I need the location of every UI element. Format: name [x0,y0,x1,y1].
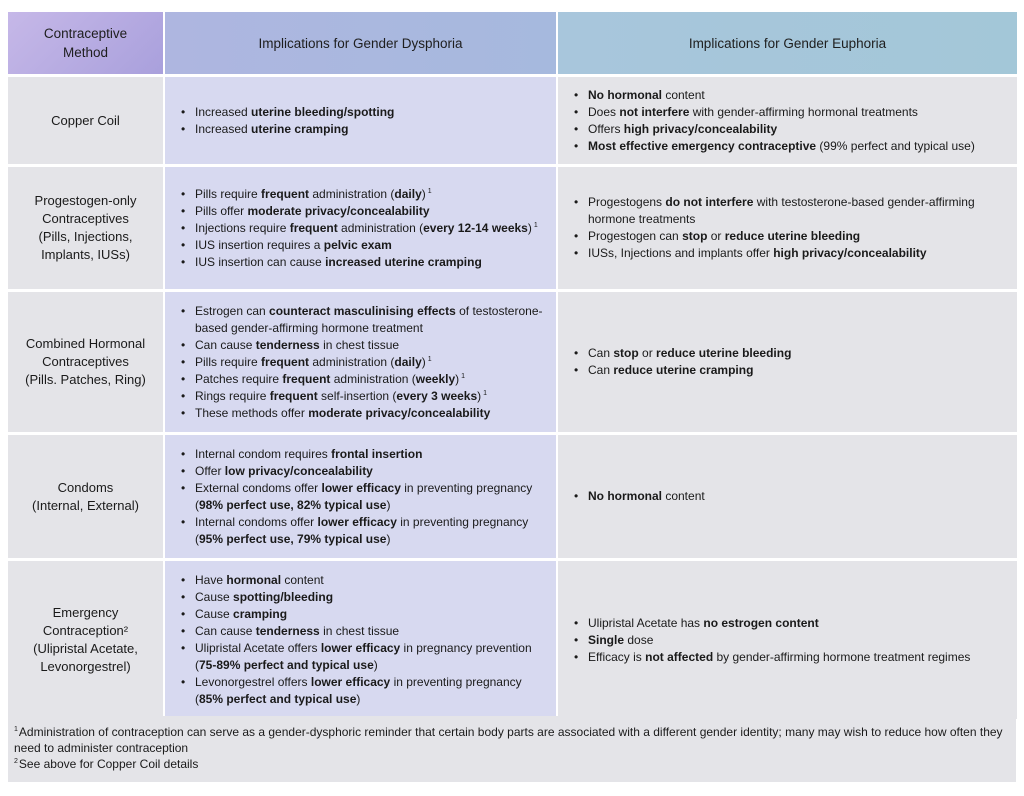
contraception-table [8,12,1016,719]
list-item: • Progestogen can stop or reduce uterine bleeding [570,228,1007,245]
list-item: • Cause cramping [177,606,546,623]
header-euphoria-text: Implications for Gender Euphoria [688,35,887,51]
dysphoria-cell [165,435,556,558]
list-item: • Pills offer moderate privacy/concealability [177,203,538,220]
list-item: • Offer low privacy/concealability [177,463,546,480]
dysphoria-list [177,303,546,422]
header-dysphoria-text: Implications for Gender Dysphoria [258,35,463,51]
list-item: • IUS insertion can cause increased uterine cramping [177,254,538,271]
method-cell [8,292,163,432]
header-contraceptive-method [8,12,163,74]
list-item: • Injections require frequent administration (every 12-14 weeks) $^1$ [177,220,538,237]
method-name: Progestogen-only Contraceptives (Pills, Injections, Implants, IUSs) [34,193,137,262]
list-item: • Can stop or reduce uterine bleeding [570,345,791,362]
dysphoria-cell [165,167,556,289]
footnotes [8,716,1016,782]
list-item: • IUS insertion requires a pelvic exam [177,237,538,254]
euphoria-list [570,345,791,379]
euphoria-list [570,194,1007,262]
dysphoria-cell [165,292,556,432]
list-item: • Ulipristal Acetate offers lower efficacy in pregnancy prevention (75-89% perfect and typical use) [177,640,546,674]
list-item: • Does not interfere with gender-affirming hormonal treatments [570,104,975,121]
list-item: • External condoms offer lower efficacy in preventing pregnancy (98% perfect use, 82% typical use) [177,480,546,514]
list-item: • Levonorgestrel offers lower efficacy in preventing pregnancy (85% perfect and typical use) [177,674,546,708]
list-item: • Estrogen can counteract masculinising effects of testosterone-based gender-affirming hormone treatment [177,303,546,337]
header-gender-dysphoria [165,12,556,74]
header-gender-euphoria [558,12,1017,74]
list-item: • Pills require frequent administration (daily) $^1$ [177,354,546,371]
list-item: • Ulipristal Acetate has no estrogen content [570,615,970,632]
euphoria-cell [558,77,1017,164]
euphoria-cell [558,561,1017,719]
method-name: Condoms (Internal, External) [32,479,139,513]
method-name: Emergency Contraception² (Ulipristal Acetate, Levonorgestrel) [33,605,138,674]
euphoria-list [570,87,975,155]
dysphoria-list [177,104,394,138]
list-item: • Efficacy is not affected by gender-affirming hormone treatment regimes [570,649,970,666]
method-cell [8,77,163,164]
list-item: • Internal condom requires frontal insertion [177,446,546,463]
list-item: • Patches require frequent administration (weekly) $^1$ [177,371,546,388]
footnote: $^2$See above for Copper Coil details [14,757,199,771]
list-item: • Increased uterine cramping [177,121,394,138]
dysphoria-list [177,446,546,548]
euphoria-list [570,615,970,666]
list-item: • IUSs, Injections and implants offer high privacy/concealability [570,245,1007,262]
list-item: • Pills require frequent administration (daily) $^1$ [177,186,538,203]
list-item: • Can cause tenderness in chest tissue [177,623,546,640]
list-item: • Can reduce uterine cramping [570,362,791,379]
list-item: • Have hormonal content [177,572,546,589]
footnote: $^1$Administration of contraception can serve as a gender-dysphoric reminder that certain body parts are associated with a different gender identity; many may wish to reduce how often they need to administer contraception [14,725,1003,755]
euphoria-cell [558,292,1017,432]
list-item: • No hormonal content [570,488,705,505]
list-item: • Cause spotting/bleeding [177,589,546,606]
euphoria-cell [558,167,1017,289]
list-item: • Rings require frequent self-insertion (every 3 weeks) $^1$ [177,388,546,405]
header-method-text: Contraceptive Method [43,26,128,60]
dysphoria-cell [165,77,556,164]
method-cell [8,167,163,289]
list-item: • Can cause tenderness in chest tissue [177,337,546,354]
list-item: • Increased uterine bleeding/spotting [177,104,394,121]
list-item: • Internal condoms offer lower efficacy in preventing pregnancy (95% perfect use, 79% typical use) [177,514,546,548]
dysphoria-list [177,186,538,271]
list-item: • Progestogens do not interfere with testosterone-based gender-affirming hormone treatments [570,194,1007,228]
method-name: Copper Coil [51,112,120,128]
list-item: • No hormonal content [570,87,975,104]
method-name: Combined Hormonal Contraceptives (Pills. Patches, Ring) [25,336,146,387]
euphoria-cell [558,435,1017,558]
euphoria-list [570,488,705,505]
dysphoria-cell [165,561,556,719]
list-item: • These methods offer moderate privacy/concealability [177,405,546,422]
method-cell [8,435,163,558]
dysphoria-list [177,572,546,708]
list-item: • Offers high privacy/concealability [570,121,975,138]
list-item: • Single dose [570,632,970,649]
method-cell [8,561,163,719]
list-item: • Most effective emergency contraceptive (99% perfect and typical use) [570,138,975,155]
